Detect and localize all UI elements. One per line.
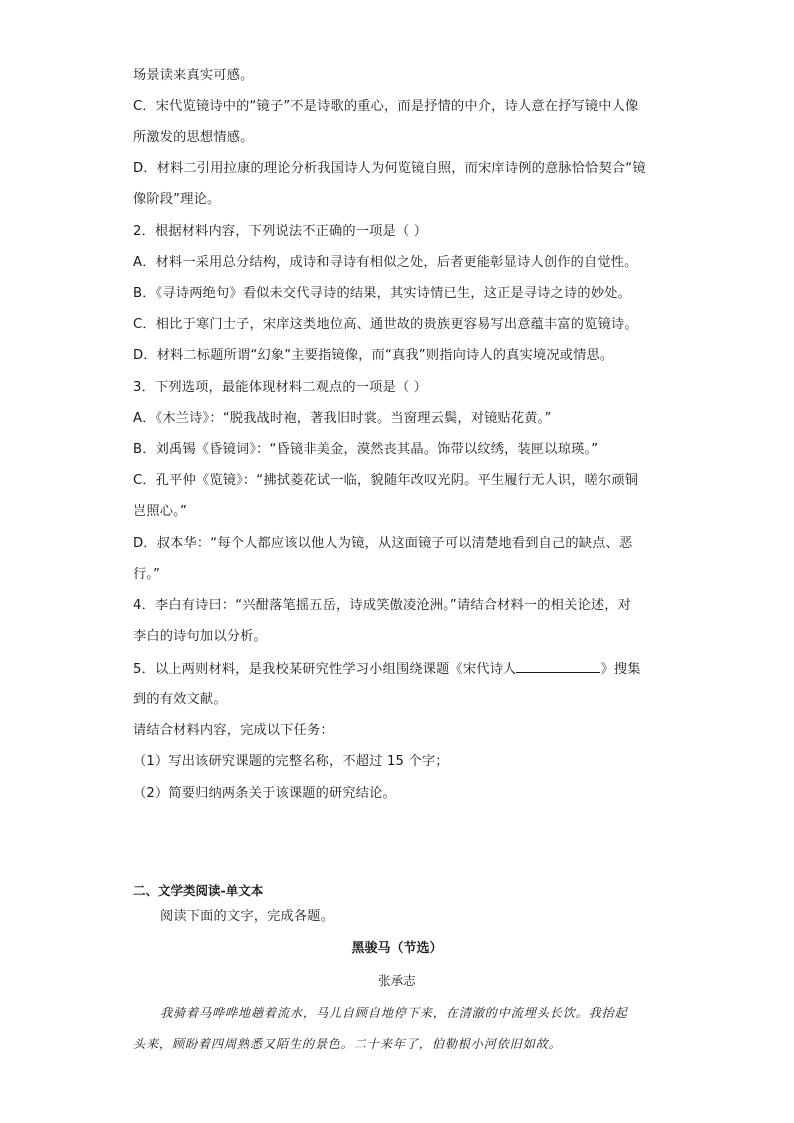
- task-2: （2）简要归纳两条关于该课题的研究结论。: [133, 786, 396, 801]
- story-title: 黑骏马（节选）: [351, 941, 443, 956]
- story-author: 张承志: [378, 973, 416, 988]
- question-4-line-2: 李白的诗句加以分析。: [133, 629, 267, 644]
- q2-option-a: A．材料一采用总分结构，成诗和寻诗有相似之处，后者更能彰显诗人创作的自觉性。: [133, 255, 638, 270]
- question-2: 2．根据材料内容，下列说法不正确的一项是（ ）: [133, 224, 428, 239]
- option-c-line-2: 所激发的思想情感。: [133, 130, 254, 145]
- q2-option-b: B．《寻诗两绝句》看似未交代寻诗的结果，其实诗情已生，这正是寻诗之诗的妙处。: [133, 286, 631, 301]
- question-3: 3．下列选项，最能体现材料二观点的一项是（ ）: [133, 380, 428, 395]
- section-heading: 二、文学类阅读-单文本: [133, 883, 264, 898]
- question-5-line-1: [133, 659, 673, 680]
- question-4-line-1: 4．李白有诗曰：“兴酣落笔摇五岳，诗成笑傲凌沧洲。”请结合材料一的相关论述，对: [133, 598, 632, 613]
- task-1: （1）写出该研究课题的完整名称，不超过 15 个字；: [133, 754, 449, 769]
- q3-option-b: B．刘禹锡《昏镜词》：“昏镜非美金，漠然丧其晶。饰带以纹绣，装匣以琼瑛。”: [133, 442, 599, 457]
- q3-option-d-line-1: D．叔本华：“每个人都应该以他人为镜，从这面镜子可以清楚地看到自己的缺点、恶: [133, 536, 633, 551]
- story-paragraph-line-1: 我骑着马哗哗地趟着流水，马儿自顾自地停下来，在清澈的中流埋头长饮。我抬起: [160, 1006, 628, 1020]
- task-intro: 请结合材料内容，完成以下任务：: [133, 723, 334, 738]
- q2-option-d: D．材料二标题所谓“幻象”主要指镜像，而“真我”则指向诗人的真实境况或情思。: [133, 348, 614, 363]
- q3-option-d-line-2: 行。”: [133, 567, 161, 582]
- option-d-line-2: 像阶段”理论。: [133, 192, 221, 207]
- question-5-suffix: 》搜集: [600, 662, 641, 677]
- q3-option-c-line-2: 岂照心。”: [133, 504, 187, 519]
- option-d-line-1: D．材料二引用拉康的理论分析我国诗人为何览镜自照，而宋庠诗例的意脉恰恰契合“镜: [133, 161, 646, 176]
- text-line-1: 场景读来真实可感。: [133, 68, 254, 83]
- question-5-prefix: 5．以上两则材料，是我校某研究性学习小组围绕课题《宋代诗人: [133, 662, 517, 677]
- answer-blank[interactable]: [516, 659, 600, 673]
- q3-option-a: A．《木兰诗》：“脱我战时袍，著我旧时裳。当窗理云鬓，对镜贴花黄。”: [133, 411, 552, 426]
- section-instruction: 阅读下面的文字，完成各题。: [160, 909, 335, 924]
- option-c-line-1: C．宋代览镜诗中的“镜子”不是诗歌的重心，而是抒情的中介，诗人意在抒写镜中人像: [133, 99, 639, 114]
- question-5-line-2: 到的有效文献。: [133, 692, 227, 707]
- q3-option-c-line-1: C．孔平仲《览镜》：“拂拭菱花试一临，貌随年改叹光阴。平生履行无人识，嗟尔顽铜: [133, 473, 639, 488]
- story-paragraph-line-2: 头来，顾盼着四周熟悉又陌生的景色。二十来年了，伯勒根小河依旧如故。: [133, 1037, 562, 1051]
- q2-option-c: C．相比于寒门士子，宋庠这类地位高、通世故的贵族更容易写出意蕴丰富的览镜诗。: [133, 317, 638, 332]
